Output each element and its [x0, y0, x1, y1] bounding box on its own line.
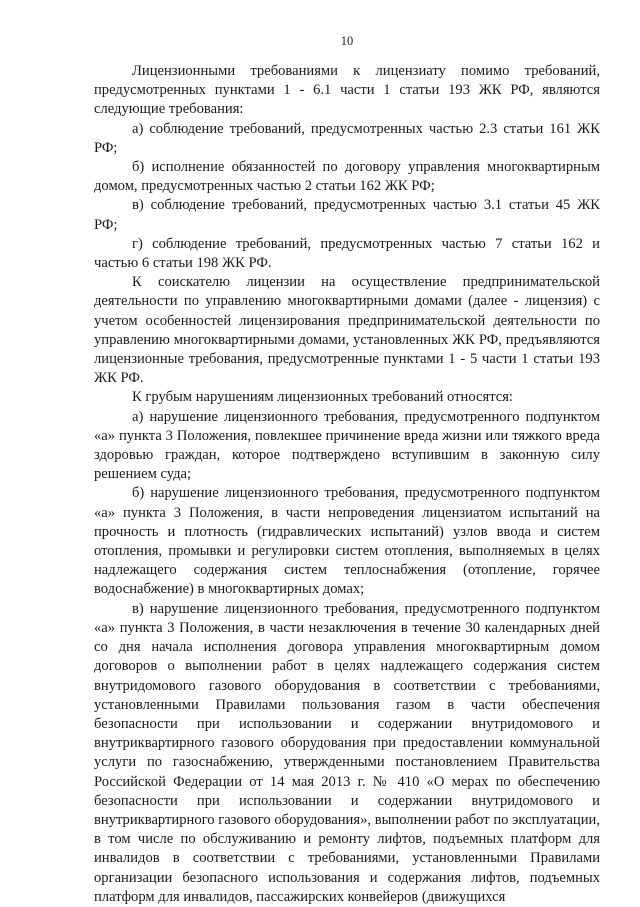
paragraph-item-g: г) соблюдение требований, предусмотренных частью 7 статьи 162 и частью 6 статьи 198 ЖК РФ.: [94, 235, 600, 272]
paragraph-gross-violations-heading: К грубым нарушениям лицензионных требований относятся:: [132, 389, 513, 406]
paragraph-applicant-requirements: К соискателю лицензии на осуществление предпринимательской деятельности по управлению многоквартирными домами (далее - лицензия) с учетом особенностей лицензирования предпринимательской деятельности по управлению многоквартирными домами, установленных ЖК РФ, предъявляются лицензионные требования, предусмотренные пунктами 1 - 5 части 1 статьи 193 ЖК РФ.: [94, 274, 600, 387]
paragraph-item-v: в) соблюдение требований, предусмотренных частью 3.1 статьи 45 ЖК РФ;: [94, 197, 600, 233]
page-number: 10: [340, 34, 354, 48]
paragraph-violation-a: а) нарушение лицензионного требования, предусмотренного подпунктом «а» пункта 3 Положения, повлекшее причинение вреда жизни или тяжкого вреда здоровью граждан, которое подтверждено вступившим в законную силу решением суда;: [94, 408, 600, 483]
paragraph-item-a: а) соблюдение требований, предусмотренных частью 2.3 статьи 161 ЖК РФ;: [94, 120, 600, 156]
paragraph-violation-b: б) нарушение лицензионного требования, предусмотренного подпунктом «а» пункта 3 Положения, в части непроведения лицензиатом испытаний на прочность и плотность (гидравлических испытаний) узлов ввода и систем отопления, промывки и регулировки систем отопления, выполняемых в целях надлежащего содержания систем теплоснабжения (отопление, горячее водоснабжение) в многоквартирных домах;: [94, 485, 600, 598]
document-body: [94, 62, 600, 907]
paragraph-intro: Лицензионными требованиями к лицензиату помимо требований, предусмотренных пунктами 1 - 6.1 части 1 статьи 193 ЖК РФ, являются следующие требования:: [94, 63, 600, 118]
paragraph-item-b: б) исполнение обязанностей по договору управления многоквартирным домом, предусмотренных частью 2 статьи 162 ЖК РФ;: [94, 159, 600, 195]
paragraph-violation-v: в) нарушение лицензионного требования, предусмотренного подпунктом «а» пункта 3 Положения, в части незаключения в течение 30 календарных дней со дня начала исполнения договора управления многоквартирным домом договоров о выполнении работ в целях надлежащего содержания систем внутридомового газового оборудования в соответствии с требованиями, установленными Правилами пользования газом в части обеспечения безопасности при использовании и содержании внутридомового и внутриквартирного газового оборудования при предоставлении коммунальной услуги по газоснабжению, утвержденными постановлением Правительства Российской Федерации от 14 мая 2013 г. № 410 «О мерах по обеспечению безопасности при использовании и содержании внутридомового и внутриквартирного газового оборудования», выполнении работ по эксплуатации, в том числе по обслуживанию и ремонту лифтов, подъемных платформ для инвалидов в соответствии с требованиями, установленными Правилами организации безопасного использования и содержания лифтов, подъемных платформ для инвалидов, пассажирских конвейеров (движущихся: [94, 600, 600, 905]
